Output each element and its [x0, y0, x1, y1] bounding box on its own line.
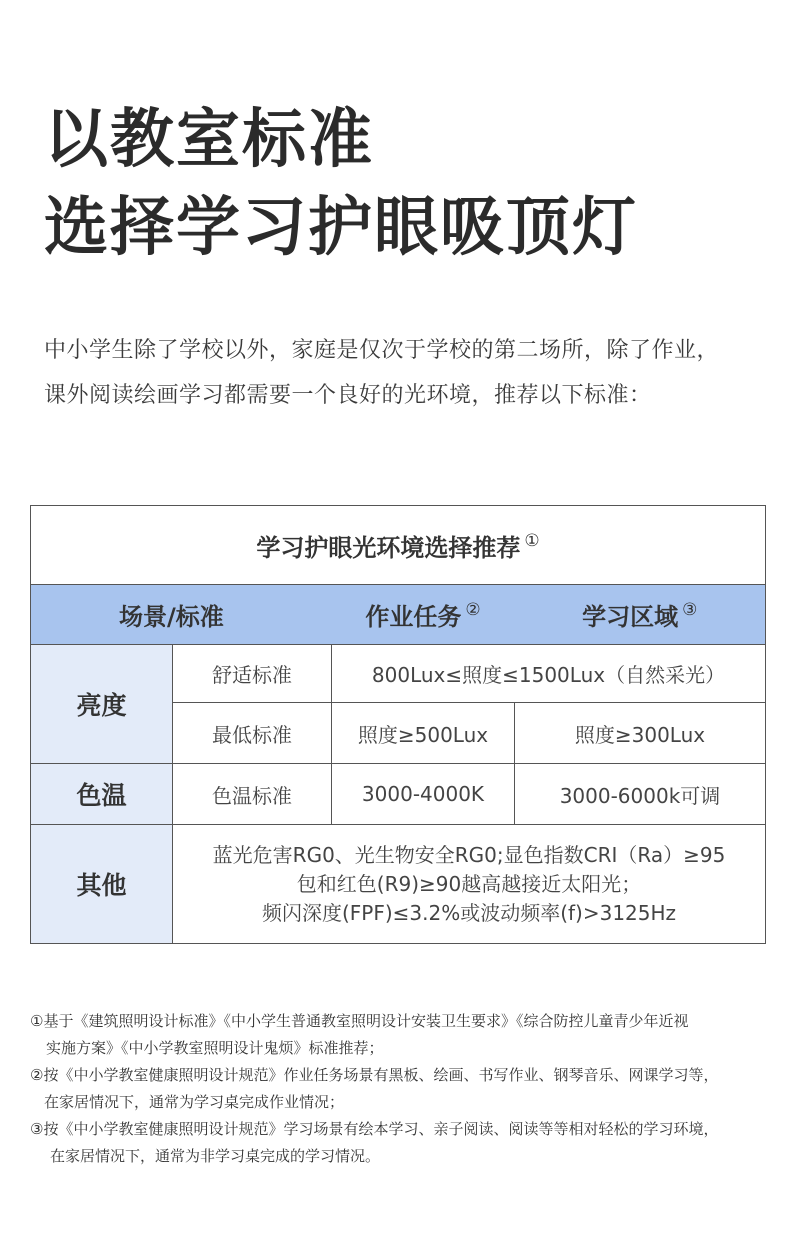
minimum-task-value: 照度≥500Lux — [332, 703, 515, 764]
footnote-mark-3: ③ — [682, 600, 698, 620]
color-temp-task-value: 3000-4000K — [332, 764, 515, 825]
category-color-temperature: 色温 — [31, 764, 173, 825]
footnote-1-line-1: ①基于《建筑照明设计标准》《中小学生普通教室照明设计安装卫生要求》《综合防控儿童青少年近视 — [30, 1012, 689, 1030]
other-line-1: 蓝光危害RG0、光生物安全RG0;显色指数CRI（Ra）≥95 — [212, 842, 726, 867]
other-requirements — [173, 825, 766, 944]
header-area-label: 学习区域 — [582, 603, 679, 631]
headline-line-1: 以教室标准 — [44, 103, 374, 177]
footnote-2-line-1: ②按《中小学教室健康照明设计规范》作业任务场景有黑板、绘画、书写作业、钢琴音乐、网课学习等， — [30, 1066, 719, 1084]
color-temp-standard-label: 色温标准 — [173, 764, 332, 825]
footnote-3-line-2: 在家居情况下，通常为非学习桌完成的学习情况。 — [50, 1147, 381, 1165]
comfort-standard-label: 舒适标准 — [173, 645, 332, 703]
category-other: 其他 — [31, 825, 173, 944]
table-caption-text: 学习护眼光环境选择推荐 — [256, 533, 521, 562]
table-caption — [31, 506, 766, 585]
header-task-label: 作业任务 — [365, 603, 462, 631]
color-temp-area-value: 3000-6000k可调 — [515, 764, 766, 825]
footnote-mark-2: ② — [465, 600, 481, 620]
lighting-standard-table — [30, 505, 766, 944]
comfort-standard-value: 800Lux≤照度≤1500Lux（自然采光） — [332, 645, 766, 703]
category-brightness: 亮度 — [31, 645, 173, 764]
minimum-area-value: 照度≥300Lux — [515, 703, 766, 764]
intro-line-2: 课外阅读绘画学习都需要一个良好的光环境，推荐以下标准： — [44, 383, 652, 408]
header-scene — [31, 585, 332, 645]
footnote-1-line-2: 实施方案》《中小学教室照明设计鬼烦》标准推荐； — [46, 1039, 384, 1057]
other-line-2: 包和红色(R9)≥90越高越接近太阳光； — [296, 871, 642, 896]
intro-line-1: 中小学生除了学校以外，家庭是仅次于学校的第二场所，除了作业， — [44, 338, 720, 363]
header-scene-label: 场景/标准 — [119, 603, 224, 631]
footnote-3-line-1: ③按《中小学教室健康照明设计规范》学习场景有绘本学习、亲子阅读、阅读等等相对轻松的学习环境， — [30, 1120, 719, 1138]
header-task — [332, 585, 515, 645]
headline-line-2: 选择学习护眼吸顶灯 — [44, 191, 638, 265]
minimum-standard-label: 最低标准 — [173, 703, 332, 764]
other-line-3: 频闪深度(FPF)≤3.2%或波动频率(f)>3125Hz — [261, 900, 677, 925]
footnote-mark-1: ① — [524, 530, 540, 551]
footnote-2-line-2: 在家居情况下，通常为学习桌完成作业情况； — [44, 1093, 345, 1111]
header-area — [515, 585, 766, 645]
footnotes — [30, 1008, 775, 1170]
intro-paragraph — [44, 328, 764, 418]
